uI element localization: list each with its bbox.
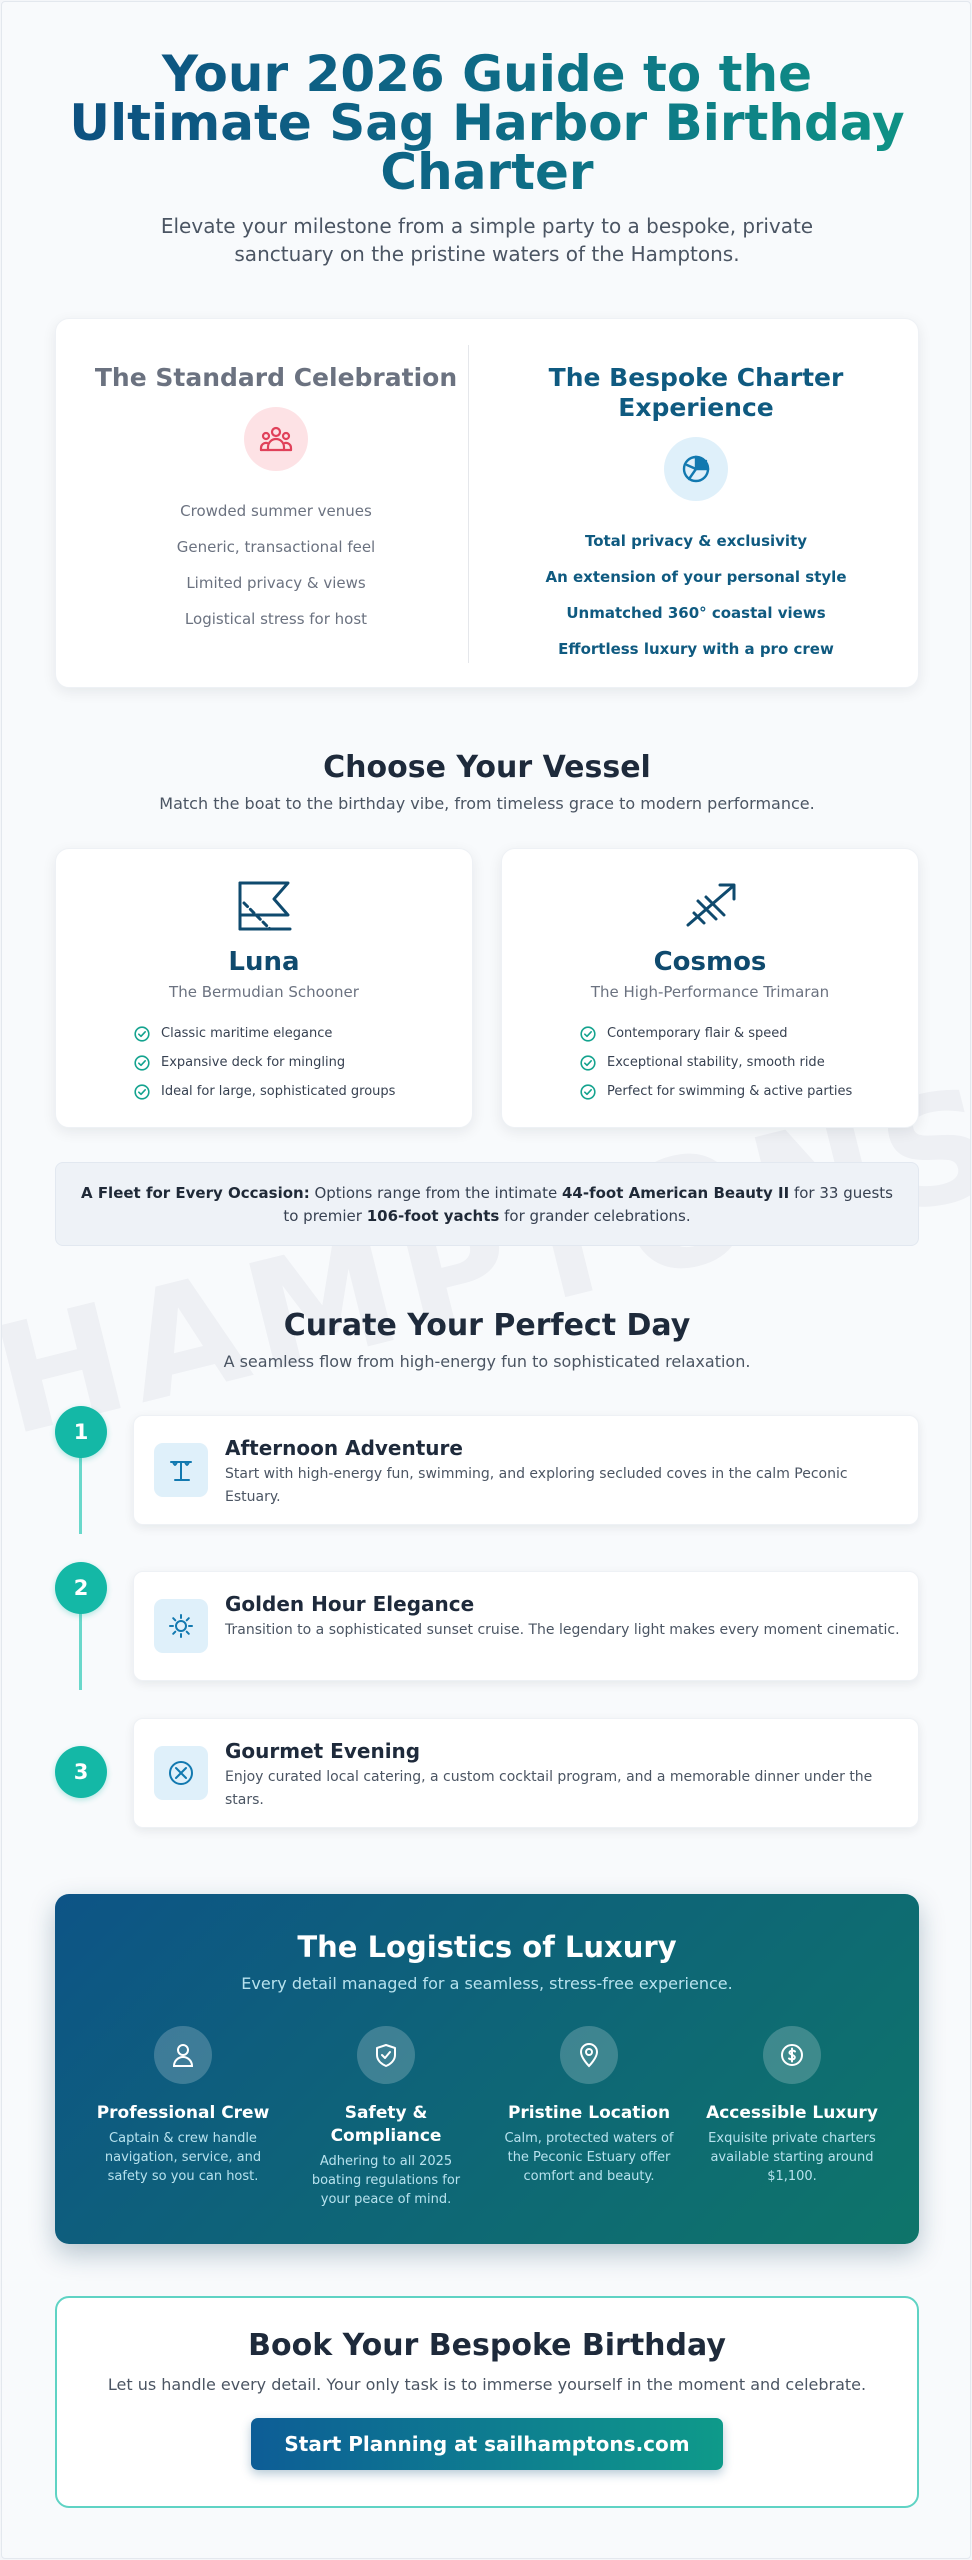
standard-item: Logistical stress for host [184,610,368,628]
vessel-card-cosmos[interactable] [501,848,919,1128]
step-number: 2 [55,1562,107,1614]
column-divider [468,345,469,663]
bespoke-item: Total privacy & exclusivity [584,532,808,550]
logistics-item-desc: Captain & crew handle navigation, service, and safety so you can host. [104,2131,262,2184]
feature-item [580,1077,918,1106]
step-title: Golden Hour Elegance [225,1592,475,1616]
vessel-type: The High-Performance Trimaran [590,983,830,1001]
step-description: Transition to a sophisticated sunset cruise. The legendary light makes every moment cinematic. [225,1622,900,1638]
title-line-2: Ultimate Sag Harbor Birthday [69,94,905,152]
step-number: 1 [55,1406,107,1458]
comparison-card [55,318,919,688]
feature-item [580,1019,918,1048]
check-circle-icon [134,1055,150,1071]
user-icon [154,2026,212,2084]
feature-item [134,1048,472,1077]
standard-item: Limited privacy & views [186,574,366,592]
feature-text: Expansive deck for mingling [161,1055,346,1070]
page-subtitle: Elevate your milestone from a simple party to a bespoke, private sanctuary on the pristine waters of the Hamptons. [160,214,814,266]
bespoke-item: Effortless luxury with a pro crew [558,640,834,658]
feature-text: Exceptional stability, smooth ride [607,1055,825,1070]
check-circle-icon [580,1055,596,1071]
fleet-text: for grander celebrations. [499,1207,691,1225]
logistics-item-name: Safety & Compliance [330,2103,442,2146]
logistics-subtitle: Every detail managed for a seamless, stress-free experience. [241,1974,733,1993]
day-section-title: Curate Your Perfect Day [283,1308,691,1343]
step-description: Start with high-energy fun, swimming, and exploring secluded coves in the calm Peconic Estuary. [225,1466,848,1505]
standard-title: The Standard Celebration [94,363,458,392]
start-planning-button[interactable]: Start Planning at sailhamptons.com [251,2418,723,2470]
logistics-item-desc: Calm, protected waters of the Peconic Estuary offer comfort and beauty. [504,2131,674,2184]
fleet-note [55,1162,919,1246]
step-description: Enjoy curated local catering, a custom cocktail program, and a memorable dinner under the stars. [225,1769,873,1808]
check-circle-icon [580,1026,596,1042]
logistics-item-location [489,2026,689,2186]
feature-text: Perfect for swimming & active parties [607,1084,853,1099]
logistics-item-safety [286,2026,486,2209]
dining-icon [154,1746,208,1800]
ship-wheel-icon [664,437,728,501]
sun-icon [154,1599,208,1653]
standard-column [86,363,466,637]
feature-item [134,1019,472,1048]
trimaran-icon [680,877,740,937]
logistics-item-name: Professional Crew [96,2103,270,2123]
step-card-afternoon [133,1415,919,1525]
fleet-boat-small: 44-foot American Beauty II [561,1184,790,1202]
vessel-section-title: Choose Your Vessel [323,750,651,785]
booking-subtitle: Let us handle every detail. Your only task is to immerse yourself in the moment and celebrate. [107,2375,867,2394]
vessel-card-luna[interactable] [55,848,473,1128]
logistics-item-name: Pristine Location [507,2103,671,2123]
title-line-3: Charter [380,143,594,201]
step-title: Afternoon Adventure [225,1436,463,1460]
vessel-name: Luna [228,947,300,977]
standard-item: Crowded summer venues [180,502,372,520]
feature-text: Contemporary flair & speed [607,1026,788,1041]
feature-item [134,1077,472,1106]
step-card-gourmet-evening [133,1718,919,1828]
bespoke-item: Unmatched 360° coastal views [566,604,826,622]
vessel-type: The Bermudian Schooner [169,983,359,1001]
step-title: Gourmet Evening [225,1739,421,1763]
bespoke-column [506,363,886,667]
fleet-label: A Fleet for Every Occasion: [80,1184,310,1202]
bespoke-title: The Bespoke Charter Experience [548,363,844,422]
booking-card [55,2296,919,2508]
fleet-text: for 33 guests to premier [283,1184,893,1225]
vessel-name: Cosmos [653,947,767,977]
dollar-icon [763,2026,821,2084]
logistics-item-name: Accessible Luxury [706,2103,878,2123]
logistics-item-desc: Exquisite private charters available starting around $1,100. [708,2131,876,2184]
step-number: 3 [55,1746,107,1798]
bespoke-item: An extension of your personal style [545,568,847,586]
map-pin-icon [560,2026,618,2084]
day-section-subtitle: A seamless flow from high-energy fun to sophisticated relaxation. [223,1352,751,1371]
standard-item: Generic, transactional feel [176,538,376,556]
feature-item [580,1048,918,1077]
logistics-title: The Logistics of Luxury [297,1930,677,1964]
shield-check-icon [357,2026,415,2084]
step-card-golden-hour [133,1571,919,1681]
title-line-1: Your 2026 Guide to the [161,45,813,103]
fleet-text: Options range from the intimate [309,1184,562,1202]
sail-icon [234,877,294,937]
logistics-panel [55,1894,919,2244]
people-group-icon [244,407,308,471]
vessel-section-subtitle: Match the boat to the birthday vibe, from timeless grace to modern performance. [159,794,815,813]
booking-title: Book Your Bespoke Birthday [248,2328,726,2363]
logistics-item-luxury [692,2026,892,2186]
feature-text: Classic maritime elegance [161,1026,333,1041]
infographic-page [1,1,971,2559]
check-circle-icon [134,1084,150,1100]
feature-text: Ideal for large, sophisticated groups [161,1084,396,1099]
logistics-item-crew [83,2026,283,2186]
check-circle-icon [134,1026,150,1042]
fleet-boat-large: 106-foot yachts [366,1207,500,1225]
logistics-item-desc: Adhering to all 2025 boating regulations for your peace of mind. [311,2154,461,2207]
page-title [62,45,912,201]
check-circle-icon [580,1084,596,1100]
beach-umbrella-icon [154,1443,208,1497]
